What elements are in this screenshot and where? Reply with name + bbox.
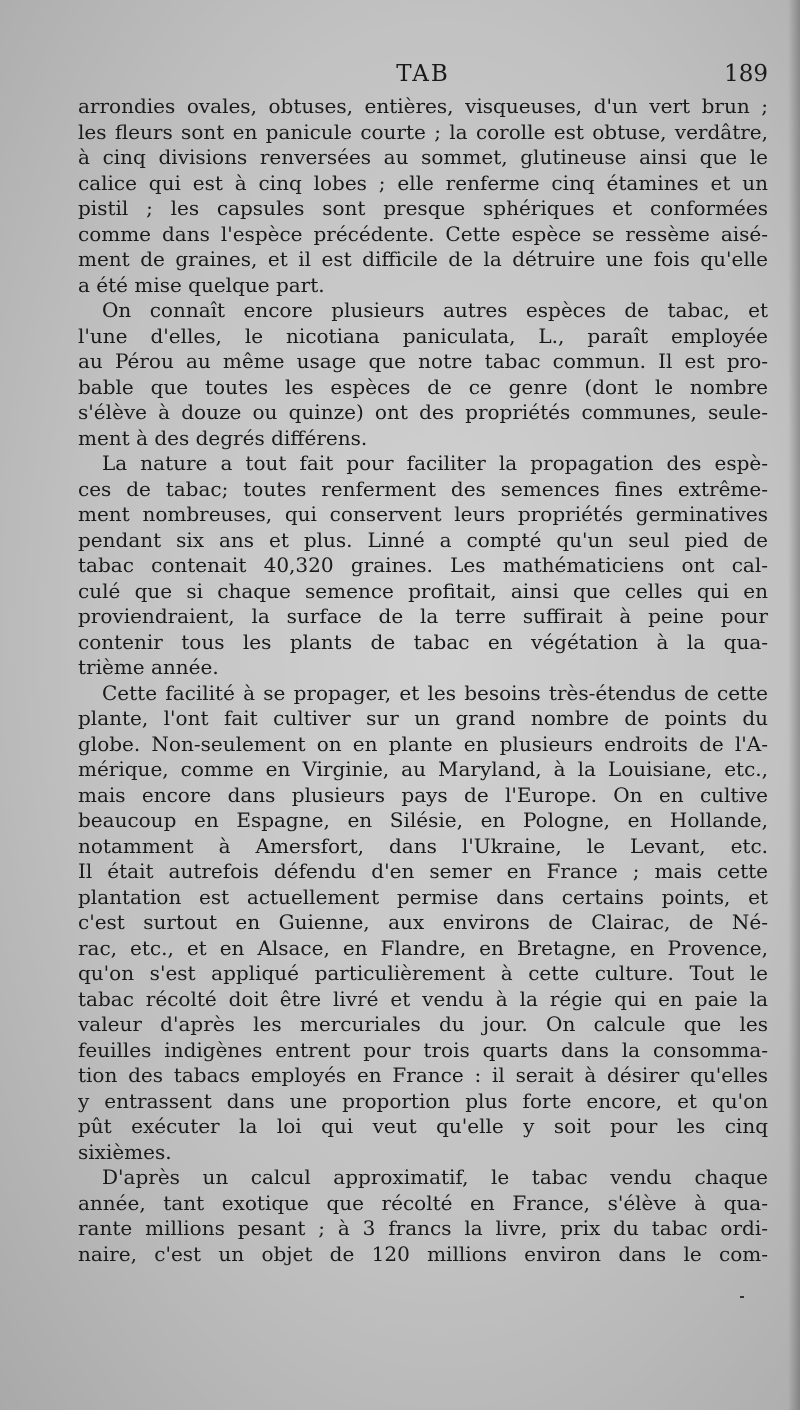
text-line: arrondies ovales, obtuses, entières, visqueuses, d'un vert brun ;	[78, 94, 768, 118]
text-line: tabac contenait 40,320 graines. Les mathématiciens ont cal-	[78, 553, 768, 577]
text-line: y entrassent dans une proportion plus forte encore, et qu'on	[78, 1088, 768, 1113]
text-line: calice qui est à cinq lobes ; elle renferme cinq étamines et un	[78, 170, 768, 195]
text-line: Cette facilité à se propager, et les besoins très-étendus de cette	[102, 680, 768, 705]
text-line: feuilles indigènes entrent pour trois quarts dans la consomma-	[78, 1037, 768, 1062]
text-line: ment nombreuses, qui conservent leurs propriétés germinatives	[78, 502, 768, 526]
text-line: globe. Non-seulement on en plante en plusieurs endroits de l'A-	[78, 731, 768, 756]
text-line: mais encore dans plusieurs pays de l'Europe. On en cultive	[78, 782, 768, 807]
text-line: La nature a tout fait pour faciliter la propagation des espè-	[102, 451, 768, 475]
page-edge-shadow	[788, 0, 800, 1410]
text-line: valeur d'après les mercuriales du jour. On calcule que les	[78, 1012, 768, 1036]
text-line: contenir tous les plants de tabac en végétation à la qua-	[78, 629, 768, 654]
text-line: tion des tabacs employés en France : il serait à désirer qu'elles	[78, 1063, 768, 1087]
text-line: pendant six ans et plus. Linné a compté qu'un seul pied de	[78, 527, 768, 552]
text-line: plante, l'ont fait cultiver sur un grand nombre de points du	[78, 706, 768, 730]
text-line: pût exécuter la loi qui veut qu'elle y soit pour les cinq	[78, 1114, 768, 1138]
running-head-title: TAB	[396, 61, 450, 87]
body-text	[78, 94, 768, 1267]
running-head	[78, 58, 768, 90]
text-line: à cinq divisions renversées au sommet, glutineuse ainsi que le	[78, 145, 768, 169]
text-line: tabac récolté doit être livré et vendu à la régie qui en paie la	[78, 986, 768, 1011]
stray-mark	[740, 1296, 744, 1298]
text-line: sixièmes.	[78, 1139, 172, 1164]
text-line: beaucoup en Espagne, en Silésie, en Pologne, en Hollande,	[78, 808, 768, 832]
text-line: l'une d'elles, le nicotiana paniculata, L., paraît employée	[78, 323, 768, 348]
text-line: comme dans l'espèce précédente. Cette espèce se ressème aisé-	[78, 221, 768, 246]
page-number: 189	[724, 61, 768, 87]
text-line: ment à des degrés différens.	[78, 425, 368, 450]
text-line: année, tant exotique que récolté en France, s'élève à qua-	[78, 1190, 768, 1215]
text-line: bable que toutes les espèces de ce genre (dont le nombre	[78, 374, 768, 399]
text-line: qu'on s'est appliqué particulièrement à cette culture. Tout le	[78, 961, 768, 985]
text-line: D'après un calcul approximatif, le tabac vendu chaque	[102, 1165, 768, 1189]
text-line: On connaît encore plusieurs autres espèces de tabac, et	[102, 298, 768, 322]
text-line: naire, c'est un objet de 120 millions environ dans le com-	[78, 1241, 768, 1266]
text-line: culé que si chaque semence profitait, ainsi que celles qui en	[78, 578, 768, 603]
text-line: plantation est actuellement permise dans certains points, et	[78, 884, 768, 909]
text-line: s'élève à douze ou quinze) ont des propriétés communes, seule-	[78, 400, 768, 424]
text-line: ment de graines, et il est difficile de la détruire une fois qu'elle	[78, 247, 768, 271]
text-line: rac, etc., et en Alsace, en Flandre, en Bretagne, en Provence,	[78, 935, 768, 960]
text-line: rante millions pesant ; à 3 francs la livre, prix du tabac ordi-	[78, 1216, 768, 1240]
text-line: ces de tabac; toutes renferment des semences fines extrême-	[78, 476, 768, 501]
text-line: notamment à Amersfort, dans l'Ukraine, le Levant, etc.	[78, 833, 768, 858]
text-line: au Pérou au même usage que notre tabac commun. Il est pro-	[78, 349, 768, 373]
text-line: Il était autrefois défendu d'en semer en France ; mais cette	[78, 859, 768, 883]
text-line: proviendraient, la surface de la terre suffirait à peine pour	[78, 604, 768, 628]
text-line: pistil ; les capsules sont presque sphériques et conformées	[78, 196, 768, 220]
text-line: trième année.	[78, 655, 219, 679]
text-line: les fleurs sont en panicule courte ; la corolle est obtuse, verdâtre,	[78, 119, 768, 144]
text-line: mérique, comme en Virginie, au Maryland, à la Louisiane, etc.,	[78, 757, 768, 781]
text-line: c'est surtout en Guienne, aux environs de Clairac, de Né-	[78, 910, 768, 934]
text-line: a été mise quelque part.	[78, 272, 325, 297]
